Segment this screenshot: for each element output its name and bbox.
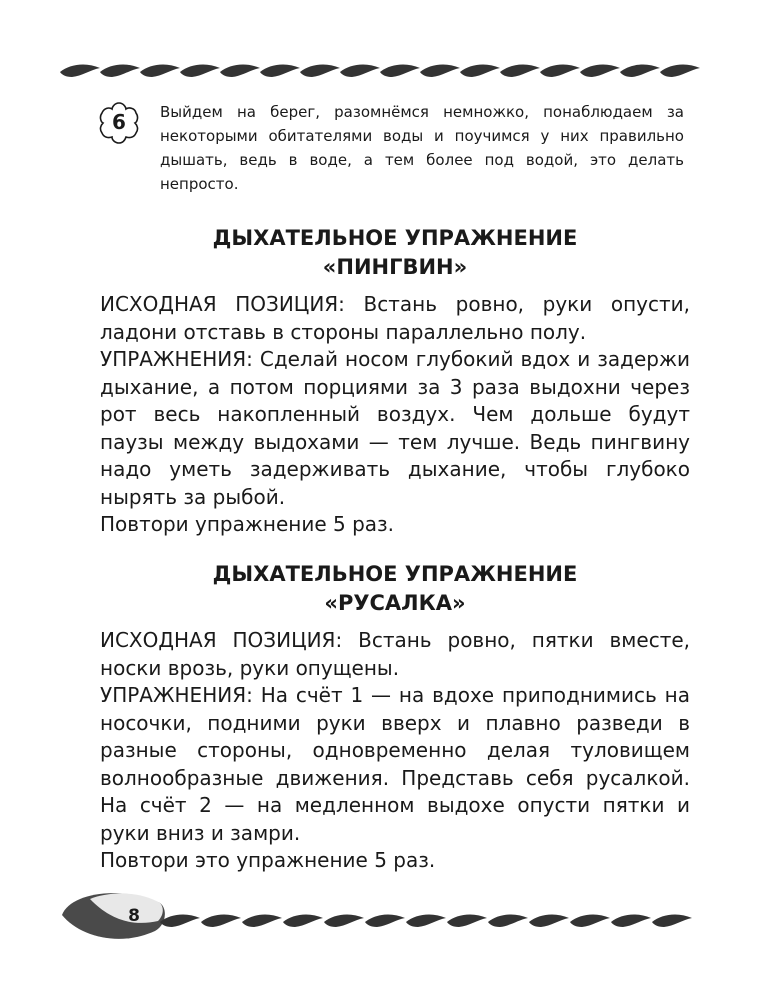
wave-ornament-shape (283, 915, 323, 927)
wave-ornament-shape (620, 65, 660, 77)
exercise-body-penguin (100, 291, 690, 539)
step-number: 6 (112, 110, 126, 134)
page-leaf-icon (60, 885, 170, 945)
wave-ornament-shape (220, 65, 260, 77)
exercise-heading-mermaid (100, 560, 690, 618)
wave-ornament-shape (100, 65, 140, 77)
exercise-label: УПРАЖНЕНИЯ: (100, 683, 253, 707)
wave-ornament-shape (611, 915, 651, 927)
wave-ornament-shape (420, 65, 460, 77)
wave-ornament-shape (460, 65, 500, 77)
wave-ornament-shape (580, 65, 620, 77)
position-label: ИСХОДНАЯ ПОЗИЦИЯ: (100, 292, 345, 316)
starting-position (100, 627, 690, 682)
wave-ornament-shape (324, 915, 364, 927)
wave-ornament-shape (540, 65, 580, 77)
exercise-label: УПРАЖНЕНИЯ: (100, 347, 253, 371)
exercise-text: На счёт 1 — на вдохе приподнимись на носочки, подними руки вверх и плавно разведи в разные стороны, одновременно делая туловищем волнообразные движения. Представь себя русалкой. На счёт 2 — на медленном выдохе опусти пятки и руки вниз и замри. (100, 683, 690, 845)
wave-ornament-shape (529, 915, 569, 927)
exercise-text: Сделай носом глубокий вдох и задержи дыхание, а потом порциями за 3 раза выдохни через рот весь накопленный воздух. Чем дольше будут паузы между выдохами — тем лучше. Ведь пингвину надо уметь задерживать дыхание, чтобы глубоко нырять за рыбой. (100, 347, 691, 509)
wave-ornament-shape (365, 915, 405, 927)
position-text: Встань ровно, пятки вместе, носки врозь, руки опущены. (100, 628, 691, 680)
exercise-instructions (100, 346, 690, 511)
heading-line: ДЫХАТЕЛЬНОЕ УПРАЖНЕНИЕ (212, 562, 578, 586)
page-number: 8 (128, 906, 140, 926)
wave-ornament-shape (570, 915, 610, 927)
heading-title: «ПИНГВИН» (322, 255, 468, 279)
wave-ornament-shape (300, 65, 340, 77)
wave-ornament-shape (201, 915, 241, 927)
repeat-text: Повтори это упражнение 5 раз. (100, 848, 436, 872)
top-wave-ornament (60, 58, 705, 80)
wave-ornament-shape (340, 65, 380, 77)
wave-ornament-shape (260, 65, 300, 77)
wave-ornament-shape (60, 65, 100, 77)
wave-ornament-shape (488, 915, 528, 927)
wave-ornament-shape (160, 915, 200, 927)
wave-ornament-shape (180, 65, 220, 77)
exercise-heading-penguin (100, 224, 690, 282)
heading-title: «РУСАЛКА» (324, 591, 466, 615)
wave-ornament-shape (500, 65, 540, 77)
wave-ornament-shape (140, 65, 180, 77)
repeat-text: Повтори упражнение 5 раз. (100, 512, 395, 536)
position-text: Встань ровно, руки опусти, ладони отставь в стороны параллельно полу. (100, 292, 691, 344)
exercise-instructions (100, 682, 690, 847)
bottom-wave-ornament (160, 908, 700, 930)
intro-block (96, 100, 696, 196)
heading-line: ДЫХАТЕЛЬНОЕ УПРАЖНЕНИЕ (212, 226, 578, 250)
wave-ornament-shape (406, 915, 446, 927)
starting-position (100, 291, 690, 346)
wave-ornament-shape (380, 65, 420, 77)
wave-ornament-shape (242, 915, 282, 927)
wave-ornament-shape (652, 915, 692, 927)
wave-ornament-shape (660, 65, 700, 77)
exercise-body-mermaid (100, 627, 690, 875)
position-label: ИСХОДНАЯ ПОЗИЦИЯ: (100, 628, 343, 652)
intro-text: Выйдем на берег, разомнёмся немножко, понаблюдаем за некоторыми обитателями воды и поучимся у них правильно дышать, ведь в воде, а тем более под водой, это делать непросто. (160, 103, 684, 193)
wave-ornament-shape (447, 915, 487, 927)
step-number-badge (96, 100, 142, 146)
